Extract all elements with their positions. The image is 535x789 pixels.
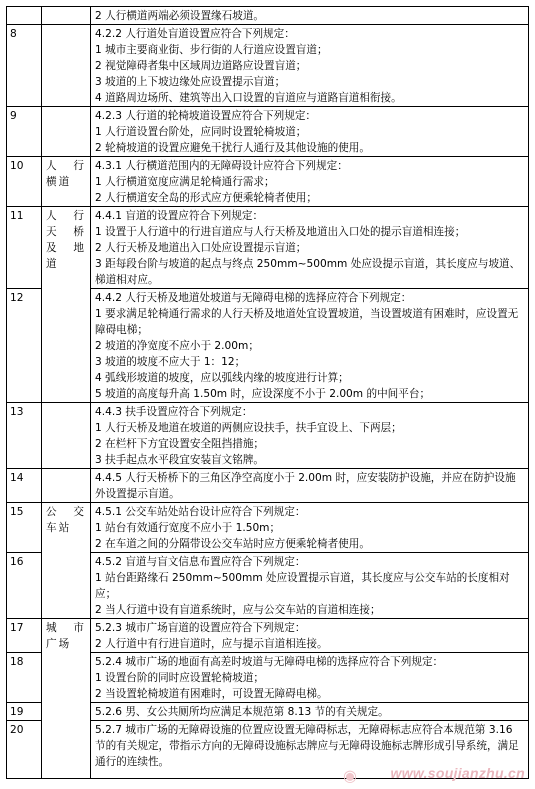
clause-item: 1 城市主要商业街、步行街的人行道应设置盲道； — [95, 44, 328, 56]
table-body — [7, 7, 529, 779]
clause-item: 1 人行天桥及地道在坡道的两侧应设扶手，扶手宜设上、下两层； — [95, 422, 402, 434]
row-number: 13 — [7, 403, 42, 469]
watermark: www.soujianzhu.cn — [390, 765, 525, 781]
clause-item: 2 当设置轮椅坡道有困难时，可设置无障碍电梯。 — [95, 688, 328, 700]
clause-heading: 5.2.7 城市广场的无障碍设施的位置应设置无障碍标志，无障碍标志应符合本规范第 3.16 节的有关规定，带指示方向的无障碍设施标志牌应与无障碍设施标志牌形成引导系统，满足通行的连续性。 — [95, 724, 519, 768]
clause-item: 2 坡道的净宽度不应小于 2.00m； — [95, 340, 259, 352]
clause-item: 1 人行道设置台阶处，应同时设置轮椅坡道； — [95, 126, 307, 138]
category-cell: 公 交 车站 — [42, 503, 91, 619]
clause-heading: 4.5.2 盲道与盲文信息布置应符合下列规定： — [95, 556, 306, 568]
clause-item: 1 设置于人行道中的行进盲道应与人行天桥及地道出入口处的提示盲道相连接； — [95, 226, 466, 238]
clause-item: 1 要求满足轮椅通行需求的人行天桥及地道处宜设置坡道，当设置坡道有困难时，应设置无障碍电梯； — [95, 308, 519, 336]
row-number: 11 — [7, 207, 42, 289]
clause-heading: 4.5.1 公交车站处站台设计应符合下列规定： — [95, 506, 306, 518]
category-cell — [42, 469, 91, 503]
clause-heading: 4.4.5 人行天桥桥下的三角区净空高度小于 2.00m 时，应安装防护设施，并应在防护设施外设置提示盲道。 — [95, 472, 516, 500]
row-number: 16 — [7, 553, 42, 619]
row-number: 19 — [7, 703, 42, 721]
requirement-cell — [91, 157, 529, 207]
clause-heading: 2 人行横道两端必须设置缘石坡道。 — [95, 10, 265, 22]
clause-item: 2 当人行道中设有盲道系统时，应与公交车站的盲道相连接； — [95, 604, 381, 616]
requirement-cell — [91, 503, 529, 553]
requirement-cell — [91, 619, 529, 653]
row-number: 18 — [7, 653, 42, 703]
row-number — [7, 7, 42, 25]
row-number: 8 — [7, 25, 42, 107]
requirement-cell — [91, 207, 529, 289]
requirement-cell — [91, 7, 529, 25]
requirement-cell — [91, 403, 529, 469]
requirement-cell — [91, 469, 529, 503]
clause-item: 3 坡道的上下坡边缘处应设置提示盲道； — [95, 76, 286, 88]
category-cell — [42, 107, 91, 157]
clause-heading: 5.2.6 男、女公共厕所均应满足本规范第 8.13 节的有关规定。 — [95, 706, 389, 718]
table-row — [7, 469, 529, 503]
row-number: 10 — [7, 157, 42, 207]
table-row — [7, 107, 529, 157]
row-number: 17 — [7, 619, 42, 653]
clause-item: 2 在栏杆下方宜设置安全阻挡措施； — [95, 438, 265, 450]
clause-item: 2 人行横道安全岛的形式应方便乘轮椅者使用； — [95, 192, 317, 204]
clause-item: 2 人行天桥及地道出入口处应设置提示盲道； — [95, 242, 307, 254]
clause-item: 3 扶手起点水平段宜安装盲文铭牌。 — [95, 454, 265, 466]
category-cell — [42, 7, 91, 25]
clause-item: 2 人行道中有行进盲道时，应与提示盲道相连接。 — [95, 638, 328, 650]
category-cell — [42, 25, 91, 107]
category-cell: 城 市 广场 — [42, 619, 91, 779]
table-row — [7, 25, 529, 107]
clause-item: 5 坡道的高度每升高 1.50m 时，应设深度不小于 2.00m 的中间平台； — [95, 388, 431, 400]
clause-heading: 4.2.3 人行道的轮椅坡道设置应符合下列规定： — [95, 110, 317, 122]
table-row — [7, 157, 529, 207]
clause-item: 3 坡道的坡度不应大于 1：12； — [95, 356, 246, 368]
requirement-cell — [91, 25, 529, 107]
clause-heading: 5.2.3 城市广场盲道的设置应符合下列规定： — [95, 622, 306, 634]
category-cell: 人 行 横道 — [42, 157, 91, 207]
clause-heading: 4.3.1 人行横道范围内的无障碍设计应符合下列规定： — [95, 160, 348, 172]
clause-item: 1 站台有效通行宽度不应小于 1.50m； — [95, 522, 281, 534]
table-row — [7, 619, 529, 653]
requirement-cell — [91, 703, 529, 721]
regulation-table — [6, 6, 529, 779]
requirement-cell — [91, 107, 529, 157]
row-number: 9 — [7, 107, 42, 157]
table-row — [7, 503, 529, 553]
clause-heading: 4.2.2 人行道处盲道设置应符合下列规定： — [95, 28, 295, 40]
clause-item: 4 弧线形坡道的坡度，应以弧线内缘的坡度进行计算； — [95, 372, 349, 384]
clause-heading: 5.2.4 城市广场的地面有高差时坡道与无障碍电梯的选择应符合下列规定： — [95, 656, 444, 668]
clause-item: 3 距每段台阶与坡道的起点与终点 250mm~500mm 处应设提示盲道，其长度应与坡道、梯道相对应。 — [95, 258, 521, 286]
clause-item: 1 人行横道宽度应满足轮椅通行需求； — [95, 176, 275, 188]
table-row — [7, 7, 529, 25]
clause-item: 2 在车道之间的分隔带设公交车站时应方便乘轮椅者使用。 — [95, 538, 370, 550]
clause-heading: 4.4.3 扶手设置应符合下列规定： — [95, 406, 253, 418]
watermark-logo-icon: ◉ — [343, 766, 357, 785]
requirement-cell — [91, 553, 529, 619]
category-cell: 人 行 天 桥 及 地 道 — [42, 207, 91, 403]
clause-heading: 4.4.2 人行天桥及地道处坡道与无障碍电梯的选择应符合下列规定： — [95, 292, 412, 304]
clause-item: 2 轮椅坡道的设置应避免干扰行人通行及其他设施的使用。 — [95, 142, 370, 154]
clause-item: 1 站台距路缘石 250mm~500mm 处应设置提示盲道，其长度应与公交车站的长度相对应； — [95, 572, 510, 600]
row-number: 15 — [7, 503, 42, 553]
table-row — [7, 403, 529, 469]
row-number: 20 — [7, 721, 42, 779]
category-cell — [42, 403, 91, 469]
clause-item: 2 视觉障碍者集中区域周边道路应设置盲道； — [95, 60, 307, 72]
clause-heading: 4.4.1 盲道的设置应符合下列规定： — [95, 210, 264, 222]
clause-item: 1 设置台阶的同时应设置轮椅坡道； — [95, 672, 265, 684]
requirement-cell — [91, 289, 529, 403]
table-row — [7, 207, 529, 289]
requirement-cell — [91, 653, 529, 703]
clause-item: 4 道路周边场所、建筑等出入口设置的盲道应与道路盲道相衔接。 — [95, 92, 402, 104]
row-number: 12 — [7, 289, 42, 403]
row-number: 14 — [7, 469, 42, 503]
